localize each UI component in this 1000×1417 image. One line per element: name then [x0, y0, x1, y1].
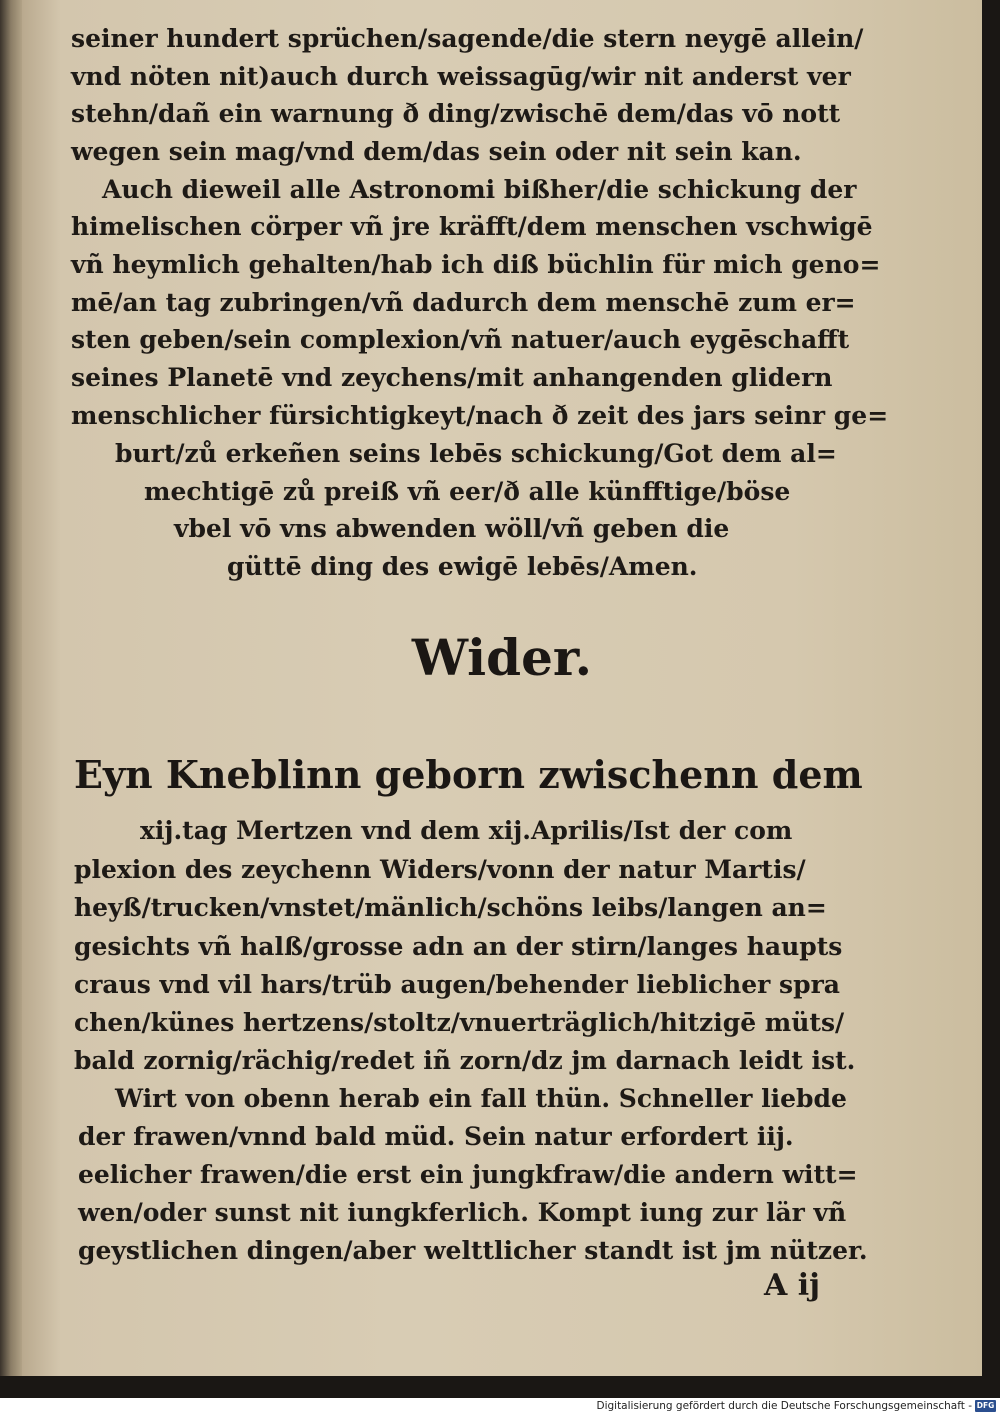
text-line: menschlicher fürsichtigkeyt/nach ð zeit des jars seinr ge=	[71, 401, 889, 430]
section-heading: Wider.	[411, 628, 593, 687]
text-line: eelicher frawen/die erst ein jungkfraw/die andern witt=	[78, 1160, 858, 1189]
book-page	[22, 0, 982, 1376]
text-line: güttē ding des ewigē lebēs/Amen.	[227, 552, 698, 581]
text-line: wegen sein mag/vnd dem/das sein oder nit sein kan.	[71, 137, 802, 166]
footer-credit: Digitalisierung gefördert durch die Deutsche Forschungsgemeinschaft -	[596, 1400, 972, 1412]
text-line: Auch dieweil alle Astronomi bißher/die schickung der	[102, 175, 857, 204]
text-line: geystlichen dingen/aber welttlicher standt ist jm nützer.	[78, 1236, 868, 1265]
text-line: seines Planetē vnd zeychens/mit anhangenden glidern	[71, 363, 833, 392]
text-line: Wirt von obenn herab ein fall thün. Schneller liebde	[115, 1084, 847, 1113]
text-line: craus vnd vil hars/trüb augen/behender lieblicher spra	[74, 970, 840, 999]
text-line: mechtigē zů preiß vñ eer/ð alle künfftige/böse	[144, 477, 791, 506]
text-line: plexion des zeychenn Widers/vonn der natur Martis/	[74, 855, 806, 884]
text-line: gesichts vñ halß/grosse adn an der stirn/langes haupts	[74, 932, 843, 961]
text-line: bald zornig/rächig/redet iñ zorn/dz jm darnach leidt ist.	[74, 1046, 856, 1075]
text-line: himelischen cörper vñ jre kräfft/dem menschen vschwigē	[71, 212, 873, 241]
text-line: der frawen/vnnd bald müd. Sein natur erfordert iij.	[78, 1122, 794, 1151]
text-line: wen/oder sunst nit iungkferlich. Kompt iung zur lär vñ	[78, 1198, 847, 1227]
signature-mark: A ij	[764, 1268, 820, 1303]
book-gutter-edge	[0, 0, 22, 1376]
text-line: heyß/trucken/vnstet/mänlich/schöns leibs/langen an=	[74, 893, 827, 922]
text-line: chen/künes hertzens/stoltz/vnuerträglich/hitzigē müts/	[74, 1008, 845, 1037]
text-line: burt/zů erkeñen seins lebēs schickung/Got dem al=	[115, 439, 837, 468]
paragraph-opening-line: Eyn Kneblinn geborn zwischenn dem	[74, 752, 863, 797]
text-line: stehn/dañ ein warnung ð ding/zwischē dem/das vō nott	[71, 99, 841, 128]
text-line: mē/an tag zubringen/vñ dadurch dem menschē zum er=	[71, 288, 856, 317]
text-line: seiner hundert sprüchen/sagende/die stern neygē allein/	[71, 24, 864, 53]
text-line: vnd nöten nit)auch durch weissagūg/wir nit anderst ver	[71, 62, 851, 91]
text-line: sten geben/sein complexion/vñ natuer/auch eygēschafft	[71, 325, 850, 354]
text-line: xij.tag Mertzen vnd dem xij.Aprilis/Ist der com	[140, 816, 793, 845]
text-line: vbel vō vns abwenden wöll/vñ geben die	[174, 514, 730, 543]
text-line: vñ heymlich gehalten/hab ich diß büchlin für mich geno=	[71, 250, 881, 279]
dfg-logo-icon: DFG	[976, 1401, 995, 1410]
